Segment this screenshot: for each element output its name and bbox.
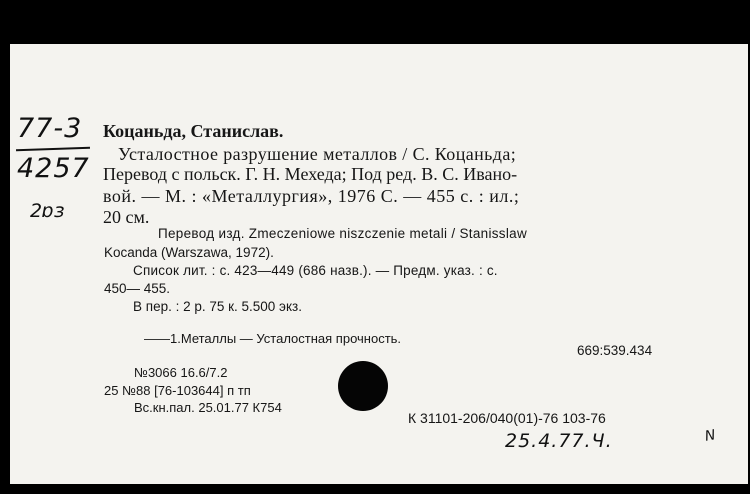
call-number-note: 2ɒɜ bbox=[30, 200, 65, 222]
title-line-1: Усталостное разрушение металлов / С. Коцаньда; bbox=[118, 144, 517, 164]
print-info-line-2: 25 №88 [76-103644] п тп bbox=[104, 383, 251, 398]
bibliography-line-1: Список лит. : с. 423—449 (686 назв.). — Предм. указ. : с. bbox=[133, 263, 498, 278]
edge-mark: N bbox=[703, 427, 717, 445]
call-number-top: 77-3 bbox=[17, 113, 83, 144]
title-line-2: Перевод с польск. Г. Н. Мехеда; Под ред. В. С. Ивано- bbox=[103, 164, 518, 184]
catalog-code: К 31101-206/040(01)-76 103-76 bbox=[408, 410, 606, 426]
print-info-line-3: Вс.кн.пал. 25.01.77 К754 bbox=[134, 400, 282, 415]
price-line: В пер. : 2 р. 75 к. 5.500 экз. bbox=[133, 299, 302, 314]
call-number-bottom: 4257 bbox=[17, 153, 90, 184]
classification-number: 669:539.434 bbox=[577, 343, 653, 358]
title-line-4: 20 см. bbox=[103, 207, 150, 227]
author-heading: Коцаньда, Станислав. bbox=[103, 121, 284, 141]
title-line-3: вой. — М. : «Металлургия», 1976 С. — 455 с. : ил.; bbox=[103, 186, 520, 206]
original-title-line-2: Kocanda (Warszawa, 1972). bbox=[104, 245, 274, 260]
ink-blot bbox=[338, 361, 388, 411]
subject-heading: ——1.Металлы — Усталостная прочность. bbox=[144, 331, 402, 346]
original-title-line-1: Перевод изд. Zmeczeniowe niszczenie metali / Stanisslaw bbox=[158, 226, 528, 241]
print-info-line-1: №3066 16.6/7.2 bbox=[134, 365, 228, 380]
handwritten-date: 25.4.77.Ч. bbox=[505, 430, 613, 452]
bibliography-line-2: 450— 455. bbox=[104, 281, 171, 296]
